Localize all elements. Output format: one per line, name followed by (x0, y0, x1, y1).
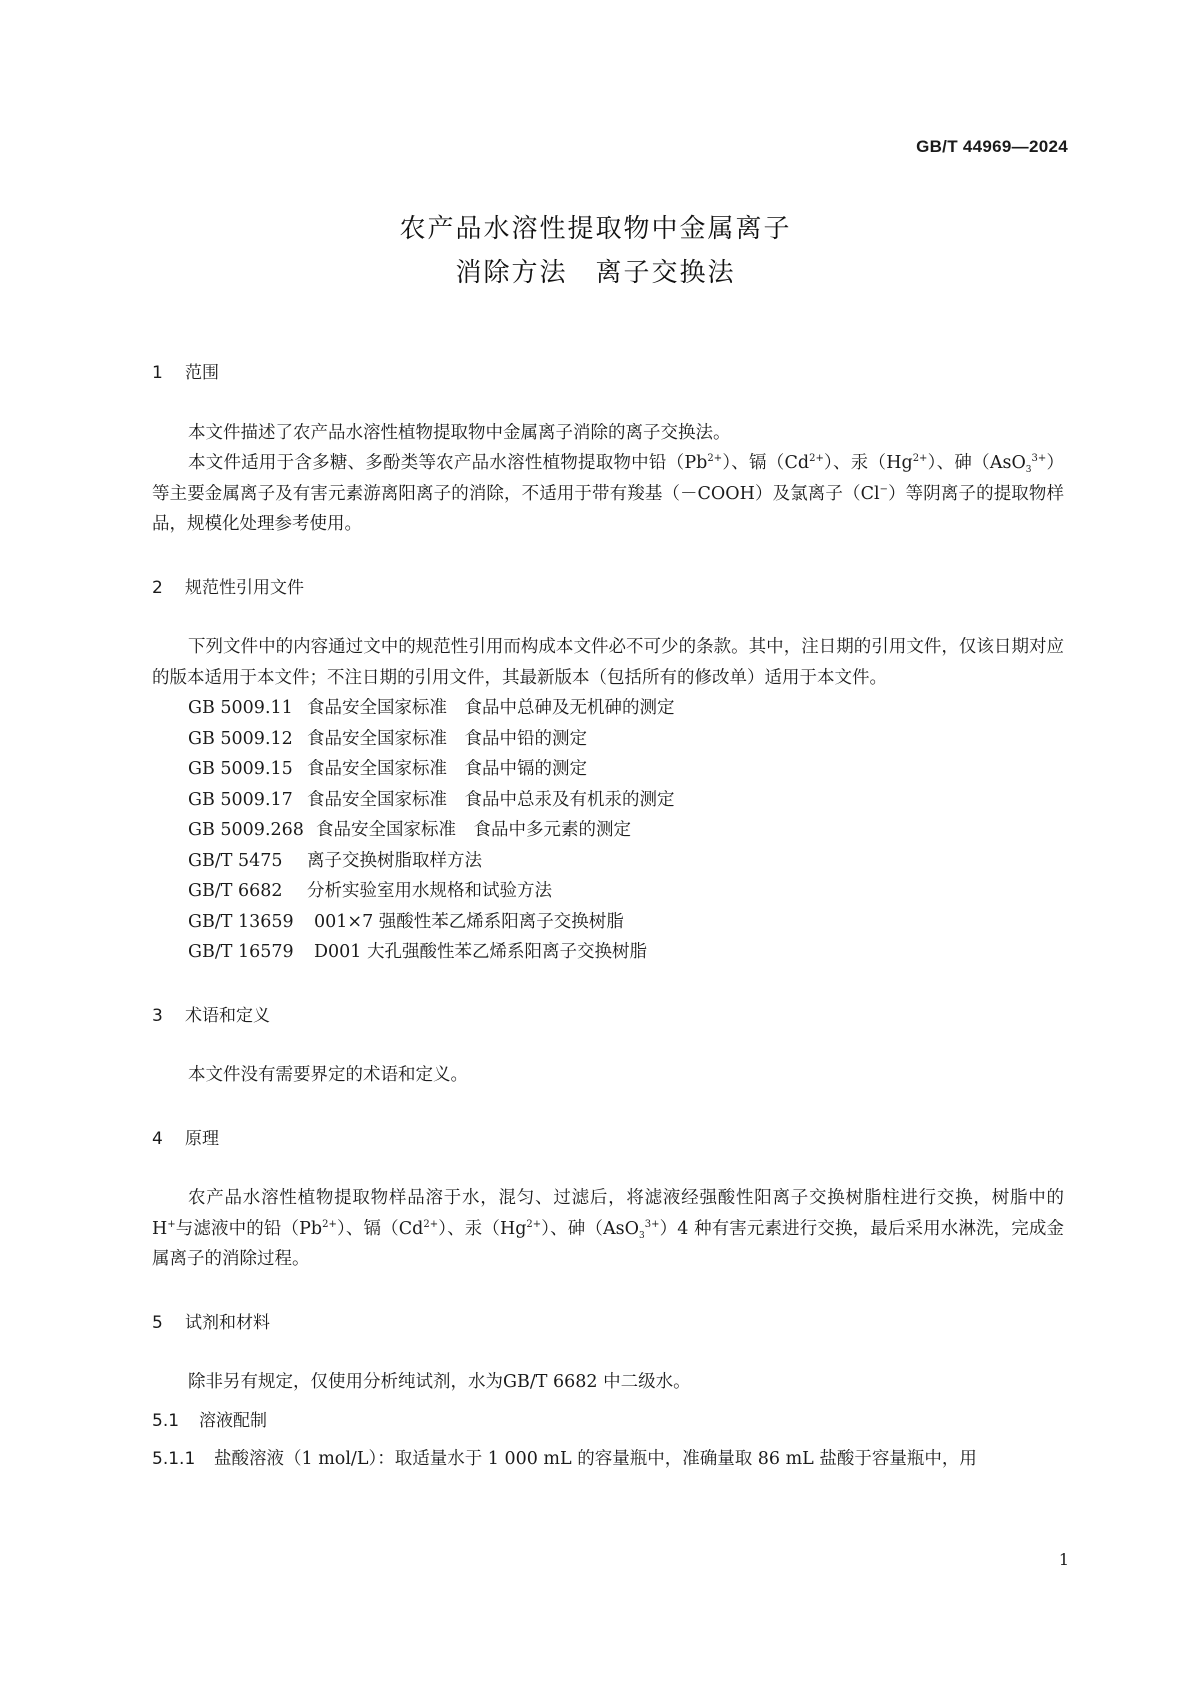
reference-code: GB 5009.17 (188, 789, 293, 810)
clause-5-1-1 (152, 1444, 1064, 1475)
reference-item (152, 754, 1064, 785)
reference-title: 001×7 强酸性苯乙烯系阳离子交换树脂 (314, 911, 624, 932)
section-title: 规范性引用文件 (185, 577, 304, 598)
scope-paragraph-2: 本文件适用于含多糖、多酚类等农产品水溶性植物提取物中铅$(Pb^{2+})$、镉$(Cd^{2+})$、汞$(Hg^{2+})$、砷（AsO$_3^{3+}$）等主要金属离子及有害元素游离阳离子的消除，不适用于带有羧基（－COOH）及氯离子（Cl−）等阴离子的提取物样品，规模化处理参考使用。 (152, 453, 1065, 534)
reagents-paragraph: 除非另有规定，仅使用分析纯试剂，水为GB/T 6682 中二级水。 (188, 1372, 691, 1392)
scope-paragraph-1: 本文件描述了农产品水溶性植物提取物中金属离子消除的离子交换法。 (188, 422, 731, 443)
page-number: 1 (1058, 1550, 1069, 1569)
standard-number: GB/T 44969—2024 (916, 137, 1068, 156)
document-title-line2: 消除方法 离子交换法 (455, 258, 736, 288)
reference-code: GB 5009.15 (188, 759, 293, 779)
reference-title: 食品安全国家标准 食品中铅的测定 (307, 728, 587, 749)
reference-title: D001 大孔强酸性苯乙烯系阳离子交换树脂 (314, 942, 647, 962)
reference-title: 食品安全国家标准 食品中总砷及无机砷的测定 (307, 698, 675, 718)
reference-item (152, 876, 1064, 907)
reference-item (152, 907, 1064, 938)
references-intro: 下列文件中的内容通过文中的规范性引用而构成本文件必不可少的条款。其中，注日期的引用文件，仅该日期对应的版本适用于本文件；不注日期的引用文件，其最新版本（包括所有的修改单）适用于本文件。 (152, 637, 1064, 688)
section-number: 3 (152, 1005, 163, 1026)
reference-code: GB 5009.11 (188, 698, 293, 718)
reference-title: 离子交换树脂取样方法 (307, 850, 482, 871)
reference-list (152, 693, 1064, 968)
reference-code: GB/T 5475 (188, 850, 283, 871)
clause-text: 盐酸溶液（1 mol/L）：取适量水于 1 000 mL 的容量瓶中，准确量取 86 mL 盐酸于容量瓶中，用 (214, 1449, 977, 1469)
document-title-line1: 农产品水溶性提取物中金属离子 (399, 214, 792, 244)
reference-item (152, 724, 1064, 755)
section-title: 范围 (185, 363, 219, 383)
reference-item (152, 846, 1064, 877)
principle-paragraph: 农产品水溶性植物提取物样品溶于水，混匀、过滤后，将滤液经强酸性阳离子交换树脂柱进行交换，树脂中的H+与滤液中的铅$(Pb^{2+})$、镉$(Cd^{2+})$、汞$(Hg^{2+})$、砷（AsO$_3^{3+}$）4 种有害元素进行交换，最后采用水淋洗，完成金属离子的消除过程。 (152, 1188, 1065, 1269)
reference-code: GB/T 13659 (188, 911, 294, 932)
reference-title: 分析实验室用水规格和试验方法 (307, 881, 552, 901)
section-number: 1 (152, 363, 163, 383)
section-number: 5 (152, 1312, 163, 1333)
reference-code: GB/T 16579 (188, 942, 294, 962)
reference-code: GB 5009.268 (188, 820, 304, 840)
section-number: 4 (152, 1128, 163, 1149)
reference-code: GB 5009.12 (188, 728, 293, 749)
section-title: 原理 (185, 1128, 219, 1149)
reference-title: 食品安全国家标准 食品中多元素的测定 (316, 820, 631, 840)
subsection-number: 5.1 (152, 1410, 180, 1431)
section-title: 术语和定义 (185, 1005, 270, 1026)
reference-item (152, 815, 1064, 846)
section-title: 试剂和材料 (185, 1312, 270, 1333)
reference-item (152, 693, 1064, 724)
section-1-heading (152, 358, 1064, 389)
section-2-heading (152, 573, 1064, 604)
reference-code: GB/T 6682 (188, 881, 283, 901)
reference-title: 食品安全国家标准 食品中总汞及有机汞的测定 (307, 789, 675, 810)
section-4-heading (152, 1124, 1064, 1155)
clause-number: 5.1.1 (152, 1449, 196, 1469)
reference-title: 食品安全国家标准 食品中镉的测定 (307, 759, 587, 779)
section-3-heading (152, 1001, 1064, 1032)
subsection-5-1-heading (152, 1406, 1064, 1437)
document-body (152, 358, 1064, 1475)
subsection-title: 溶液配制 (199, 1410, 267, 1431)
reference-item (152, 937, 1064, 968)
terms-paragraph: 本文件没有需要界定的术语和定义。 (188, 1065, 468, 1085)
section-number: 2 (152, 577, 163, 598)
section-5-heading (152, 1308, 1064, 1339)
reference-item (152, 785, 1064, 816)
